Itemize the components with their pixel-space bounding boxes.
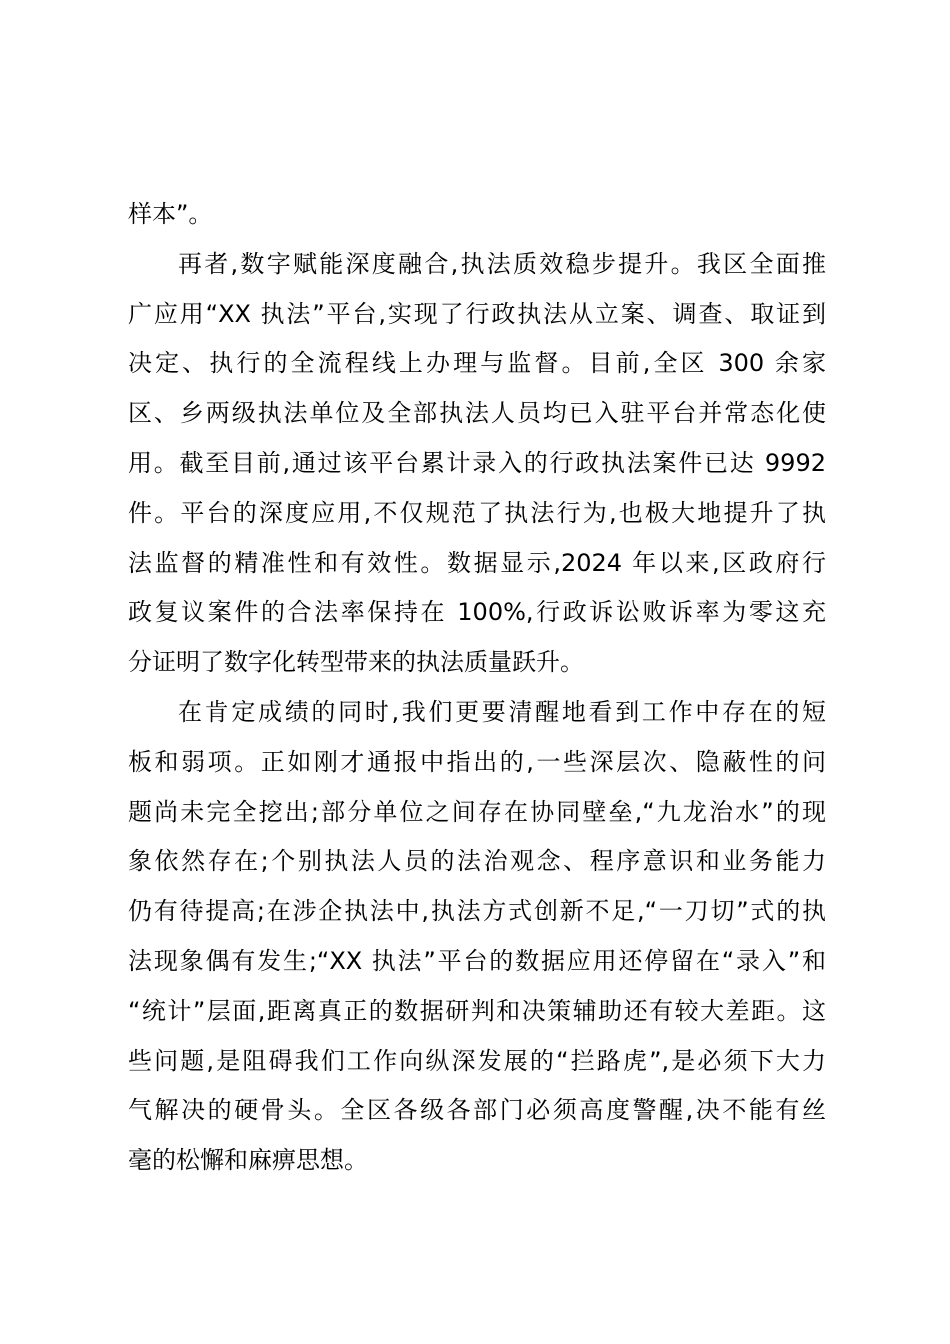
text-line: 件。平台的深度应用,不仅规范了执法行为,也极大地提升了执 — [128, 498, 826, 527]
paragraph-digital-enforcement — [128, 240, 826, 688]
text-line: 法现象偶有发生;“XX 执法”平台的数据应用还停留在“录入”和 — [128, 946, 826, 975]
paragraph-shortcomings — [128, 688, 826, 1186]
text-line: 样本”。 — [128, 200, 213, 228]
text-line: 法监督的精准性和有效性。数据显示,2024 年以来,区政府行 — [128, 548, 826, 577]
text-line: 在肯定成绩的同时,我们更要清醒地看到工作中存在的短 — [178, 697, 826, 726]
text-line: 区、乡两级执法单位及全部执法人员均已入驻平台并常态化使 — [128, 399, 826, 428]
text-line: 气解决的硬骨头。全区各级各部门必须高度警醒,决不能有丝 — [128, 1096, 826, 1125]
text-line: 广应用“XX 执法”平台,实现了行政执法从立案、调查、取证到 — [128, 299, 826, 328]
text-line: 仍有待提高;在涉企执法中,执法方式创新不足,“一刀切”式的执 — [128, 897, 826, 926]
text-line: 板和弱项。正如刚才通报中指出的,一些深层次、隐蔽性的问 — [128, 747, 826, 776]
text-line: 政复议案件的合法率保持在 100%,行政诉讼败诉率为零这充 — [128, 598, 826, 627]
text-line: 题尚未完全挖出;部分单位之间存在协同壁垒,“九龙治水”的现 — [128, 797, 826, 826]
paragraph-continuation — [128, 190, 826, 240]
text-line: 些问题,是阻碍我们工作向纵深发展的“拦路虎”,是必须下大力 — [128, 1046, 826, 1075]
text-line: “统计”层面,距离真正的数据研判和决策辅助还有较大差距。这 — [128, 996, 826, 1025]
text-line: 分证明了数字化转型带来的执法质量跃升。 — [128, 648, 584, 677]
text-line: 毫的松懈和麻痹思想。 — [128, 1146, 368, 1175]
text-line: 再者,数字赋能深度融合,执法质效稳步提升。我区全面推 — [178, 249, 826, 278]
text-line: 用。截至目前,通过该平台累计录入的行政执法案件已达 9992 — [128, 448, 826, 477]
document-page — [128, 190, 826, 1186]
text-line: 决定、执行的全流程线上办理与监督。目前,全区 300 余家 — [128, 349, 826, 378]
text-line: 象依然存在;个别执法人员的法治观念、程序意识和业务能力 — [128, 847, 826, 876]
